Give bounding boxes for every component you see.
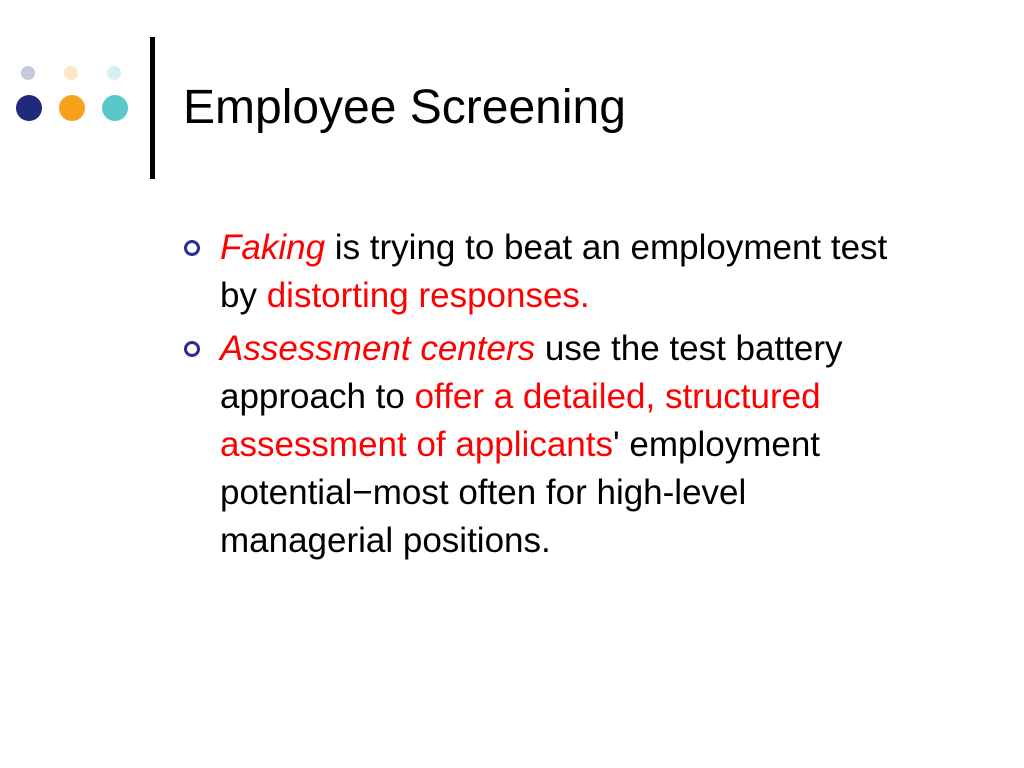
decor-dot-navy [16,95,42,121]
decor-dot-faint-navy [21,66,35,80]
title-divider [150,37,155,179]
decor-dot-faint-orange [64,66,78,80]
bullet-text: is trying to beat an employment test by [220,228,888,315]
bullet-text: ' employment potential−most often for high-level managerial positions. [220,425,821,560]
decor-dot-teal [102,95,128,121]
highlight-text: distorting responses. [266,276,590,315]
bullet-item-faking [183,224,923,320]
bullet-item-assessment-centers [183,325,923,565]
term-faking: Faking [220,228,326,267]
decor-dot-faint-teal [107,66,121,80]
term-assessment-centers: Assessment centers [220,329,536,368]
bullet-circle-icon [184,341,200,357]
highlight-text: offer a detailed, structured assessment of applicants [220,377,821,464]
decor-dot-orange [59,95,85,121]
bullet-text: use the test battery approach to [220,329,843,416]
bullet-circle-icon [184,240,200,256]
slide-title: Employee Screening [183,81,626,134]
bullet-list [183,224,923,570]
